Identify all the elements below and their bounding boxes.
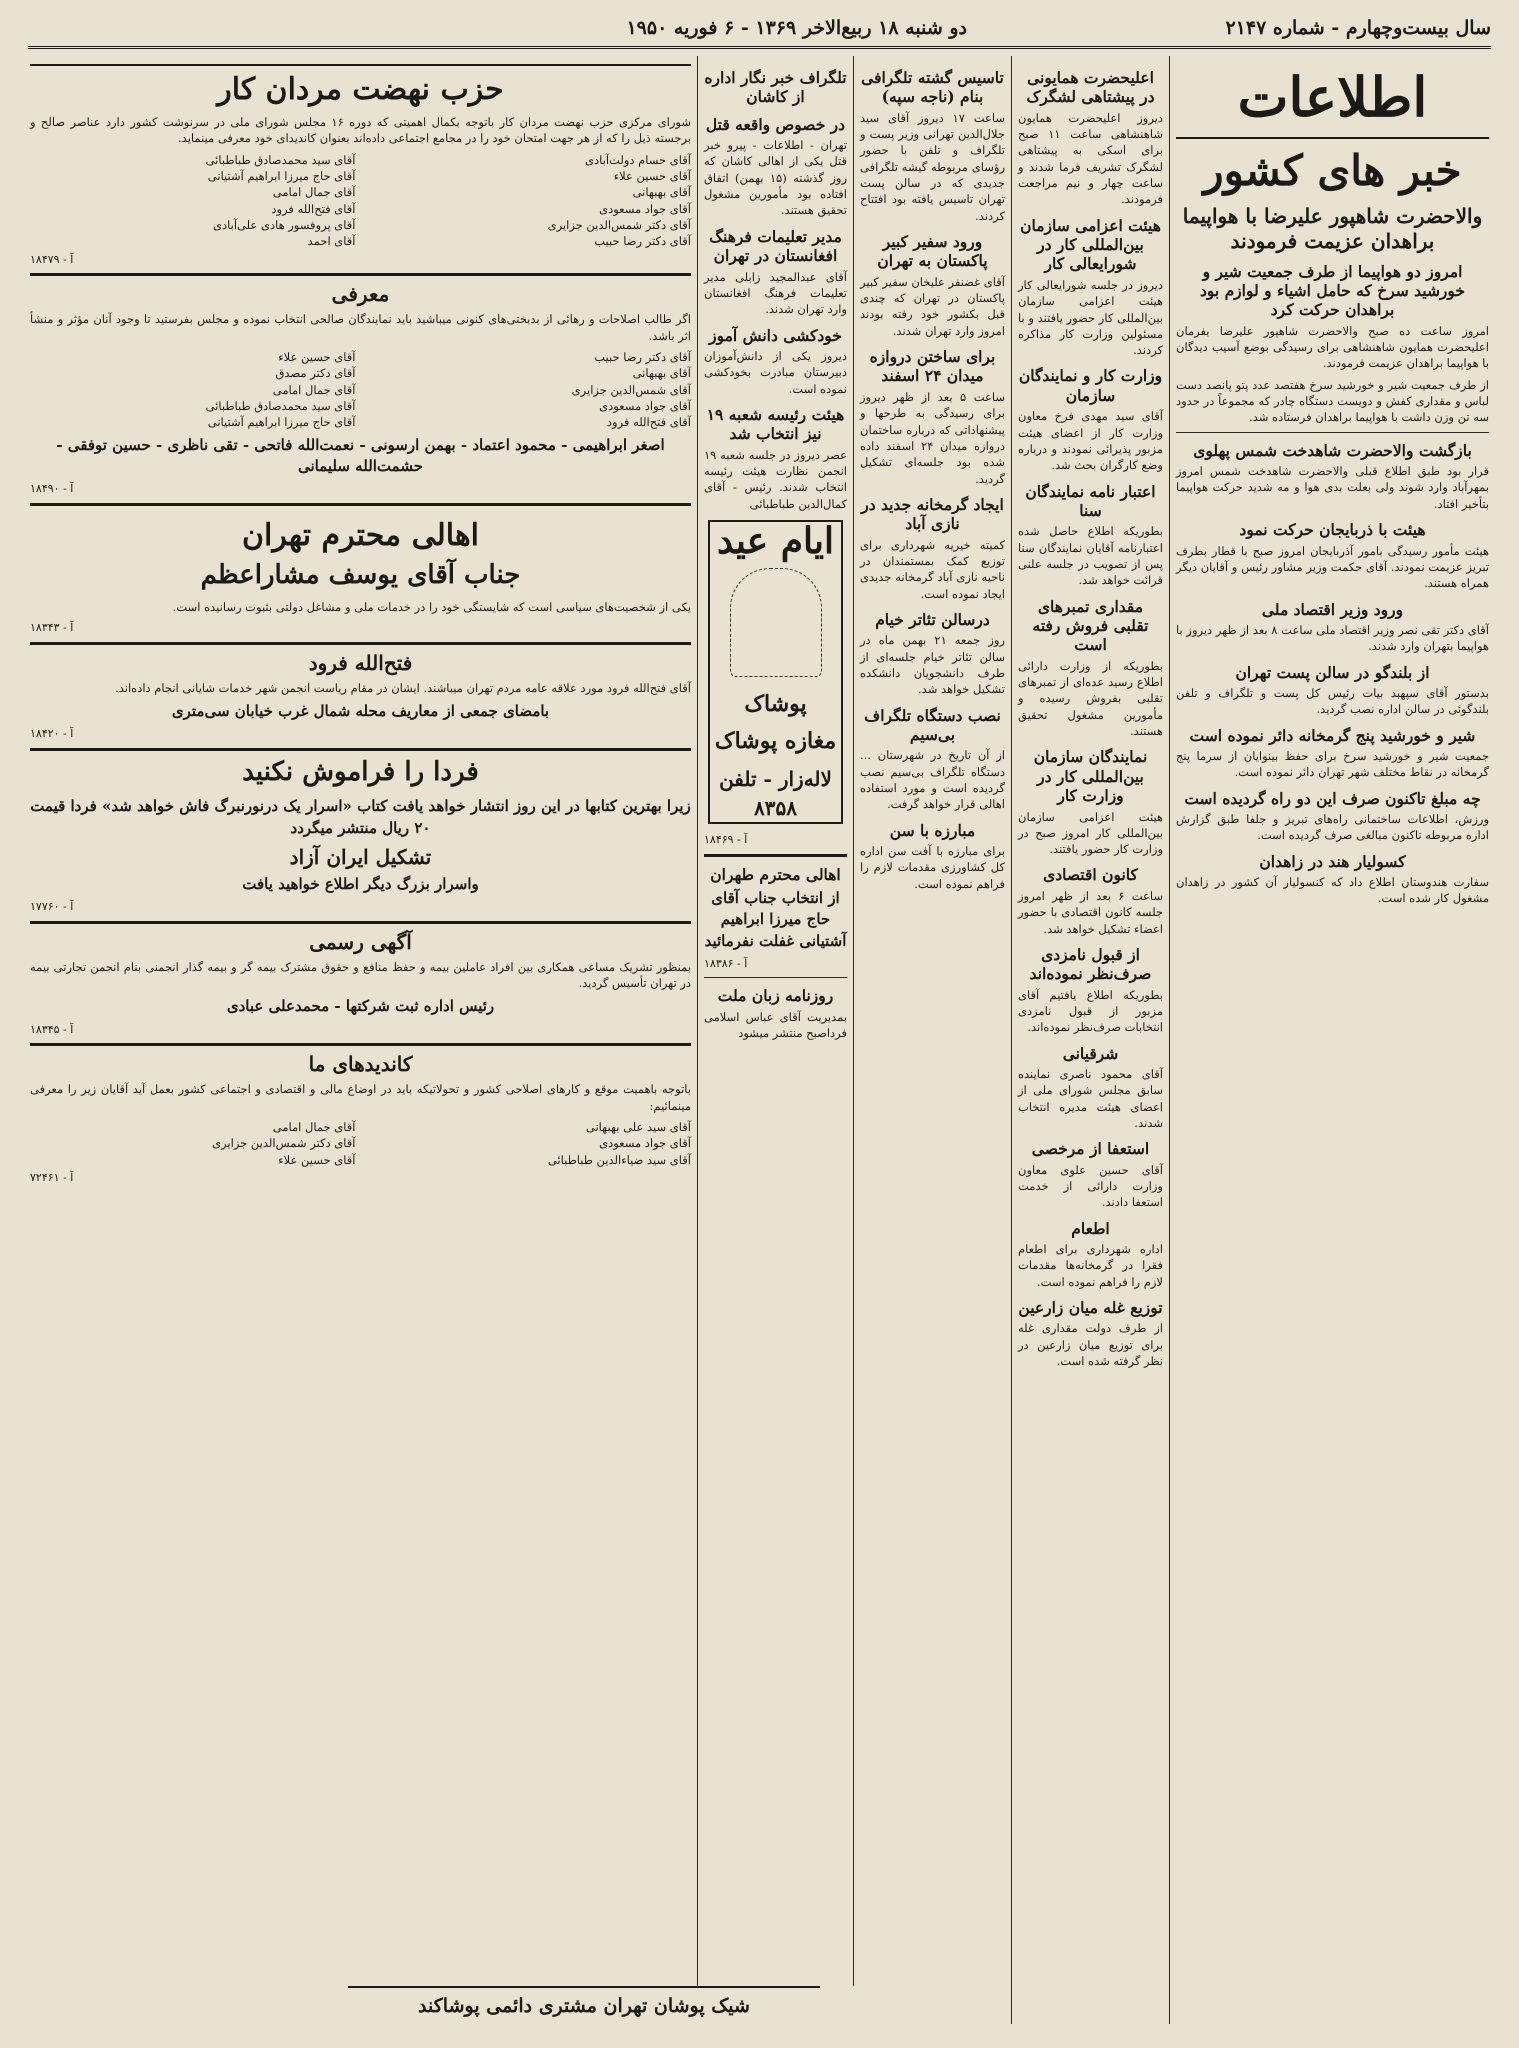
signature: رئیس اداره ثبت شرکتها - محمدعلی عبادی: [226, 997, 495, 1016]
headline: فردا را فراموش نکنید: [242, 757, 479, 788]
divider: [30, 1043, 691, 1046]
divider: [30, 921, 691, 924]
candidate-name: آقای سید ضیاءالدین طباطبائی: [547, 1152, 691, 1167]
candidate-name: آقای شمس‌الدین جزایری: [571, 382, 691, 397]
names-list-1: [30, 152, 691, 250]
headline: اهالی محترم تهران: [241, 517, 480, 553]
candidate-name: آقای دکتر مصدق: [275, 366, 356, 381]
clothing-ad-box: [708, 520, 843, 824]
article-text: عصر دیروز در جلسه شعبه ۱۹ انجمن نظارت هیئت رئیسه انتخاب شدند. رئیس - آقای کمال‌الدین طباطبائی: [704, 447, 847, 511]
ad-code: ۱۷۷۶۰ - آ: [30, 900, 74, 914]
article-text: آقای محمود ناصری نماینده سابق مجلس شورای ملی از اعضای هیئت مدیره انتخاب شدند.: [1018, 1066, 1163, 1130]
headline: از قبول نامزدی صرف‌نظر نموده‌اند: [1029, 944, 1152, 984]
ad-code: ۱۸۴۷۹ - آ: [30, 252, 74, 266]
candidate-name: آقای سید علی بهبهانی: [585, 1120, 691, 1134]
headline: بازگشت والاحضرت شاهدخت شمس پهلوی: [1193, 440, 1472, 460]
article-text: آقای دکتر تقی نصر وزیر اقتصاد ملی ساعت ۸ بعد از ظهر دیروز با هواپیما بتهران وارد شدند.: [1176, 622, 1490, 654]
article-text: شورای مرکزی حزب نهضت مردان کار باتوجه بکمال اهمیتی که دوره ۱۶ مجلس شورای ملی در سرنوشت کشور دارد عناصر صالح و برجسته ذیل را که از هر جهت امتحان خود را در مجامع اجتماعی داده‌اند بعنوان کاندیدای خود معرفی مینماید.: [30, 115, 691, 146]
candidate-name: آقای دکتر رضا حبیب: [594, 234, 691, 249]
headline: مبارزه با سن: [889, 820, 976, 840]
column-3: [853, 56, 1011, 1986]
headline: مقداری تمبرهای تقلبی فروش رفته است: [1032, 596, 1149, 655]
candidate-name: آقای حسین علاء: [278, 349, 356, 364]
headline: کاندیدهای ما: [308, 1052, 413, 1077]
article-text: اداره شهرداری برای اطعام فقرا در گرمخانه‌ها مقدمات لازم را فراهم نموده است.: [1018, 1242, 1163, 1289]
candidate-name: آقای دکتر شمس‌الدین جزایری: [212, 1136, 356, 1151]
headline: روزنامه زبان ملت: [717, 986, 834, 1006]
article-text: واسرار بزرگ دیگر اطلاع خواهید یافت: [242, 874, 479, 893]
candidate-name: آقای حاج میرزا ابراهیم آشتیانی: [207, 415, 356, 430]
headline: هیئت اعزامی سازمان بین‌المللی کار در شورایعالی کار: [1020, 215, 1161, 274]
article-text: روز جمعه ۲۱ بهمن ماه در سالن تئاتر خیام جلسه‌ای از طرف دانشجویان دانشکده تشکیل خواهد شد.: [860, 633, 1005, 697]
candidate-name: آقای پروفسور هادی علی‌آبادی: [213, 217, 356, 232]
candidate-name: آقای جواد مسعودی: [599, 1136, 691, 1151]
article-text: ساعت ۶ بعد از ظهر امروز جلسه کانون اقتصادی با حضور اعضاء تشکیل خواهد شد.: [1018, 888, 1164, 936]
candidate-name: آقای جمال امامی: [272, 1120, 356, 1134]
candidate-name: آقای جمال امامی: [272, 382, 356, 397]
candidate-name: آقای حسین علاء: [278, 1152, 356, 1167]
candidate-name: آقای جواد مسعودی: [599, 201, 691, 216]
article-text: از طرف دولت مقداری غله برای توزیع میان زارعین در نظر گرفته شده است.: [1018, 1321, 1163, 1369]
names-list-7: [30, 1119, 691, 1168]
candidate-name: آقای جواد مسعودی: [599, 398, 691, 413]
headline: تشکیل ایران آزاد: [289, 844, 432, 869]
ad-code: ۱۸۴۹۰ - آ: [30, 482, 74, 496]
masthead: اطلاعات: [1176, 60, 1489, 139]
headline: نصب دستگاه تلگراف بی‌سیم: [864, 705, 1001, 744]
signers: اصغر ابراهیمی - محمود اعتماد - بهمن ارسونی - نعمت‌الله فاتحی - تقی ناظری - حسین توفقی - حشمت‌الله سلیمانی: [56, 435, 665, 475]
headline: چه مبلغ تاکنون صرف این دو راه گردیده است: [1184, 788, 1481, 808]
divider: [30, 642, 691, 645]
subheadline: امروز دو هواپیما از طرف جمعیت شیر و خورشید سرخ که حامل اشیاء و لوازم بود براهدان حرکت کرد: [1199, 261, 1466, 320]
divider: [704, 854, 847, 857]
headline: استعفا از مرخصی: [1031, 1139, 1150, 1159]
article-text: برای مبارزه با آفت سن اداره کل کشاورزی مقدمات لازم را فراهم نموده است.: [860, 844, 1005, 891]
headline: وزارت کار و نمایندگان سازمان: [1018, 366, 1163, 405]
headline: درسالن تئاتر خیام: [875, 609, 990, 629]
article-text: از طرف جمعیت شیر و خورشید سرخ هفتصد عدد پتو پانصد دست لباس و مقداری کفش و دویست دستگاه چادر که مجموعاً در حدود سه تن وزن داشت با هواپیما براهدان فرستاده شد.: [1176, 377, 1489, 425]
candidate-name: آقای دکتر رضا حبیب: [594, 349, 691, 364]
candidate-name: آقای بهبهانی: [632, 366, 691, 381]
article-text: بطوریکه اطلاع حاصل شده اعتبارنامه آقایان نمایندگان سنا پس از تصویب در جلسه علنی قرائت خواهد شد.: [1018, 524, 1163, 588]
candidate-name: آقای حاج میرزا ابراهیم آشتیانی: [207, 168, 356, 183]
article-text: ورزش، اطلاعات ساختمانی راه‌های تبریز و جلفا طبق گزارش اداره مربوطه تاکنون مبالغی صرف گردیده است.: [1176, 811, 1489, 843]
ad-code: ۱۸۴۲۰ - آ: [30, 727, 74, 741]
column-5: [24, 56, 697, 2024]
headline: کسولیار هند در زاهدان: [1259, 851, 1406, 871]
article-text: آقای غضنفر علیخان سفیر کبیر پاکستان در تهران که چندی قبل بکشور خود رفته بودند امروز وارد تهران شدند.: [860, 274, 1005, 338]
article-text: آقای عبدالمجید زابلی مدیر تعلیمات فرهنگ افغانستان وارد تهران شدند.: [704, 269, 847, 317]
ad-line: لاله‌زار - تلفن ۸۳۵۸: [719, 767, 832, 820]
signature: بامضای جمعی از معاریف محله شمال غرب خیابان سی‌متری: [171, 702, 550, 721]
divider: [704, 977, 847, 978]
article-text: اگر طالب اصلاحات و رهائی از بدبختی‌های کنونی میباشید باید نمایندگان صالحی انتخاب نموده و مجلس بفرستید تا وجود آنان مؤثر و منشأ اثر باشد.: [30, 312, 691, 343]
article-text: بدستور آقای سپهبد بیات رئیس کل پست و تلگراف و تلفن بلندگوئی در سالن اداره نصب گردید.: [1176, 685, 1489, 717]
headline: توزیع غله میان زارعین: [1018, 1297, 1163, 1317]
article-text: دیروز اعلیحضرت همایون شاهنشاهی ساعت ۱۱ صبح برای اسکی به پیشتاهی لشگرک تشریف فرما شدند و ساعت چهار و نیم مراجعت فرمودند.: [1018, 110, 1163, 207]
article-text: امروز ساعت ده صبح والاحضرت شاهپور علیرضا بفرمان اعلیحضرت همایون شاهنشاهی برای رسیدگی بوضع آسیب دیدگان با هواپیما براهدان عزیمت فرمودند.: [1176, 323, 1489, 371]
headline: معرفی: [331, 282, 390, 307]
article-text: زیرا بهترین کتابها در این روز انتشار خواهد یافت کتاب «اسرار یک درنورنبرگ فاش خواهد شد» فردا قیمت ۲۰ ریال منتشر میگردد: [30, 797, 691, 837]
footer-ad: شیک پوشان تهران مشتری دائمی پوشاکند: [348, 1986, 820, 2024]
article-text: ساعت ۱۷ دیروز آقای سید جلال‌الدین تهرانی وزیر پست و تلگراف و تلفن با حضور رؤسای مربوطه گیشه تلگرافی جدیدی که در سالن پست تهران تاسیس یافته بود افتتاح کردند.: [860, 110, 1005, 223]
article-text: آقای فتح‌الله فرود مورد علاقه عامه مردم تهران میباشند. ایشان در مقام ریاست انجمن شهر خدمات شایانی انجام داده‌اند.: [115, 680, 691, 695]
candidate-name: آقای حسین علاء: [613, 168, 691, 183]
divider: [30, 748, 691, 751]
headline: فتح‌الله فرود: [308, 650, 413, 675]
ad-code: ۱۸۳۴۳ - آ: [30, 621, 74, 635]
headline: خودکشی دانش آموز: [709, 325, 842, 345]
article-text: بمدیریت آقای عباس اسلامی فرداصبح منتشر میشود: [704, 1009, 847, 1041]
article-text: آقای سید مهدی فرخ معاون وزارت کار از اعضای هیئت مزبور پذیرائی نمودند و درباره وضع کارگران بحث شد.: [1018, 409, 1163, 473]
headline: ورود سفیر کبیر پاکستان به تهران: [877, 232, 988, 271]
column-2: [1011, 56, 1169, 2024]
candidate-name: آقای سید محمدصادق طباطبائی: [205, 398, 356, 413]
headline: برای ساختن دروازه میدان ۲۴ اسفند: [869, 347, 996, 386]
headline: تاسیس گشته تلگرافی بنام (ناجه سپه): [861, 68, 1004, 107]
headline: مدیر تعلیمات فرهنگ افغانستان در تهران: [709, 226, 842, 266]
headline: تلگراف خبر نگار اداره از کاشان: [704, 68, 847, 107]
article-text: یکی از شخصیت‌های سیاسی است که شایستگی خود را در خدمات ملی و مشاغل دولتی بثبوت رسانیده است.: [172, 599, 691, 614]
article-text: آقای حسین علوی معاون وزارت دارائی از خدمت استعفا دادند.: [1018, 1162, 1163, 1210]
article-text: تهران - اطلاعات - پیرو خبر قتل یکی از اهالی کاشان که روز گذشته (۱۵ بهمن) اتفاق افتاده بود مأمورین مشغول تحقیق هستند.: [704, 138, 847, 218]
headline: اعتبار نامه نمایندگان سنا: [1025, 481, 1156, 520]
divider: [1176, 432, 1489, 433]
article-text: کمیته خیریه شهرداری برای توزیع کمک بمستمندان در ناحیه نازی آباد گرمخانه جدیدی ایجاد نموده است.: [860, 537, 1005, 601]
page-header: [28, 10, 1491, 49]
divider: [30, 273, 691, 276]
headline: هیئت با ذربایجان حرکت نمود: [1239, 520, 1426, 540]
ad-line: ایام عید: [716, 519, 835, 562]
article-text: هیئت مأمور رسیدگی بامور آذربایجان امروز صبح با قطار بطرف تبریز عزیمت نمودند. آقای حکمت وزیر مشاور رئیس و آقایان دیگر همراه هستند.: [1176, 543, 1489, 591]
article-text: بطوریکه از وزارت دارائی اطلاع رسید عده‌ای از تمبرهای تقلبی بفروش رسیده و مأمورین مشغول تحقیق هستند.: [1018, 658, 1163, 739]
article-text: قرار بود طبق اطلاع قبلی والاحضرت شاهدخت شمس امروز بمهرآباد وارد شوند ولی بعلت بدی هوا و مه شدید حرکت هواپیما بتأخیر افتاد.: [1176, 464, 1489, 511]
ad-code: ۱۸۳۸۶ - آ: [704, 956, 748, 970]
headline: ایجاد گرمخانه جدید در نازی آباد: [861, 494, 1004, 534]
headline: والاحضرت شاهپور علیرضا با هواپیما براهدان عزیمت فرمودند: [1182, 203, 1483, 253]
headline: از بلندگو در سالن پست تهران: [1235, 662, 1430, 682]
ad-code: ۱۸۴۶۹ - آ: [704, 832, 748, 846]
article-text: ساعت ۵ بعد از ظهر دیروز برای رسیدگی به طرحها و پیشنهاداتی که درباره ساختمان دروازه میدان ۲۴ اسفند داده شده بود جلسه‌ای تشکیل گردید.: [860, 389, 1005, 486]
candidate-name: آقای فتح‌الله فرود: [271, 201, 356, 216]
headline: شیر و خورشید پنج گرمخانه دائر نموده است: [1189, 725, 1476, 745]
headline: اعلیحضرت همایونی در پیشتاهی لشگرک: [1026, 68, 1155, 107]
names-list-2: [30, 349, 691, 431]
ad-code: ۱۸۳۴۵ - آ: [30, 1022, 74, 1036]
headline: هیئت رئیسه شعبه ۱۹ نیز انتخاب شد: [706, 404, 845, 444]
subheadline: جناب آقای یوسف مشاراعظم: [200, 559, 521, 590]
column-4: [697, 56, 853, 1986]
article-text: از انتخاب جناب آقای حاج میرزا ابراهیم آشتیانی غفلت نفرمائید: [704, 888, 847, 950]
man-illustration-icon: [730, 568, 822, 677]
article-text: جمعیت شیر و خورشید سرخ برای حفظ بینوایان از سرما پنج گرمخانه در نقاط مختلف شهر تهران دائر نموده است.: [1176, 748, 1489, 780]
column-news-country: [1169, 56, 1495, 2024]
article-text: باتوجه باهمیت موقع و کارهای اصلاحی کشور و تحولاتیکه باید در اوضاع مالی و اقتصادی و اجتماعی کشور بعمل آید آقایان زیر را معرفی مینمائیم:: [30, 1082, 691, 1113]
candidate-name: آقای بهبهانی: [632, 185, 691, 200]
subheadline: در خصوص واقعه قتل: [705, 114, 846, 134]
headline: ورود وزیر اقتصاد ملی: [1261, 599, 1404, 619]
candidate-name: آقای فتح‌الله فرود: [606, 415, 691, 430]
article-text: دیروز در جلسه شورایعالی کار هیئت اعزامی سازمان بین‌المللی کار حضور یافتند و با مسئولین وزارت کار مذاکره کردند.: [1018, 277, 1163, 358]
article-text: دیروز یکی از دانش‌آموزان دبیرستان مبادرت بخودکشی نموده است.: [704, 348, 847, 396]
article-text: سفارت هندوستان اطلاع داد که کنسولیار آن کشور در زاهدان مشغول کار شده است.: [1176, 875, 1489, 906]
article-text: از آن تاریخ در شهرستان ... دستگاه تلگراف بی‌سیم نصب گردیده است و مورد استفاده اهالی قرار خواهد گرفت.: [860, 748, 1005, 812]
issue-date: دو شنبه ۱۸ ربیع‌الاخر ۱۳۶۹ - ۶ فوریه ۱۹۵۰: [626, 17, 967, 39]
article-text: بمنظور تشریک مساعی همکاری بین افراد عاملین بیمه و حفظ منافع و حقوق مشترک بیمه گر و بیمه گذار انجمنی بنام انجمن تجارتی بیمه در تهران تأسیس گردید.: [30, 959, 691, 991]
section-title: خبر های کشور: [1203, 146, 1462, 196]
candidate-name: آقای احمد: [307, 234, 356, 249]
headline: شرقیانی: [1062, 1043, 1119, 1063]
headline: اهالی محترم طهران: [710, 864, 841, 884]
issue-number: سال بیست‌وچهارم - شماره ۲۱۴۷: [1225, 17, 1491, 39]
ad-line: پوشاک: [744, 690, 807, 717]
headline: اطعام: [1071, 1218, 1110, 1238]
candidate-name: آقای سید محمدصادق طباطبائی: [205, 152, 356, 167]
article-text: بطوریکه اطلاع یافتیم آقای مزبور از قبول نامزدی انتخابات صرف‌نظر نموده‌اند.: [1018, 987, 1163, 1035]
candidate-name: آقای جمال امامی: [272, 185, 356, 200]
candidate-name: آقای دکتر شمس‌الدین جزایری: [547, 217, 691, 232]
article-text: هیئت اعزامی سازمان بین‌المللی کار امروز صبح در وزارت کار حضور یافتند.: [1018, 809, 1163, 857]
headline: آگهی رسمی: [309, 929, 412, 954]
headline: کانون اقتصادی: [1043, 865, 1138, 885]
headline: نمایندگان سازمان بین‌المللی کار در وزارت کار: [1033, 747, 1148, 806]
ad-line: مغازه پوشاک: [714, 727, 837, 754]
candidate-name: آقای حسام دولت‌آبادی: [585, 152, 691, 167]
headline: حزب نهضت مردان کار: [30, 64, 691, 108]
ad-code: ۷۲۴۶۱ - آ: [30, 1170, 74, 1184]
divider: [30, 503, 691, 506]
